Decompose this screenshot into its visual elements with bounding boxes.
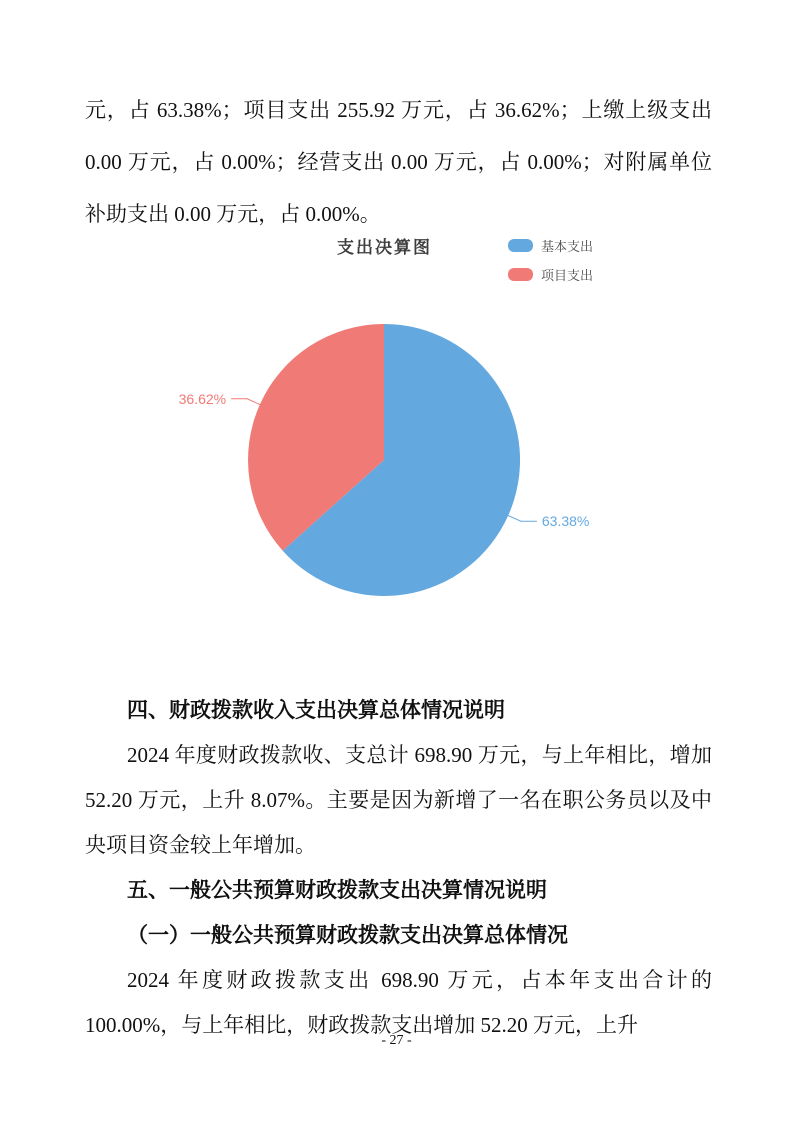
chart-legend [508, 236, 593, 294]
section5-heading: 五、一般公共预算财政拨款支出决算情况说明 [127, 878, 547, 902]
lower-text-flow [85, 688, 712, 1048]
pie-label-leader-line [231, 399, 261, 405]
legend-label: 基本支出 [541, 239, 594, 254]
pie-slice-percent-label: 63.38% [541, 513, 590, 530]
pie-label-leader-line [507, 515, 537, 521]
legend-label: 项目支出 [541, 268, 594, 283]
intro-paragraph-block [85, 84, 712, 240]
section4-heading: 四、财政拨款收入支出决算总体情况说明 [127, 698, 505, 722]
legend-swatch-icon [508, 268, 533, 281]
intro-paragraph: 元，占 63.38%；项目支出 255.92 万元，占 36.62%；上缴上级支出 0.00 万元，占 0.00%；经营支出 0.00 万元，占 0.00%；对附属单位补助支出 0.00 万元，占 0.00%。 [85, 98, 712, 226]
pie-slice-percent-label: 36.62% [178, 390, 227, 407]
section5-paragraph: 2024 年度财政拨款支出 698.90 万元，占本年支出合计的 100.00%，与上年相比，财政拨款支出增加 52.20 万元，上升 [85, 968, 712, 1037]
legend-item [508, 265, 593, 284]
pie-chart-svg [170, 300, 615, 620]
page-number: - 27 - [381, 1033, 412, 1048]
legend-swatch-icon [508, 239, 533, 252]
section4-paragraph: 2024 年度财政拨款收、支总计 698.90 万元，与上年相比，增加 52.20 万元，上升 8.07%。主要是因为新增了一名在职公务员以及中央项目资金较上年增加。 [85, 743, 712, 857]
section5-sub-heading: （一）一般公共预算财政拨款支出决算总体情况 [127, 923, 568, 947]
legend-item [508, 236, 593, 255]
chart-title: 支出决算图 [337, 238, 432, 257]
